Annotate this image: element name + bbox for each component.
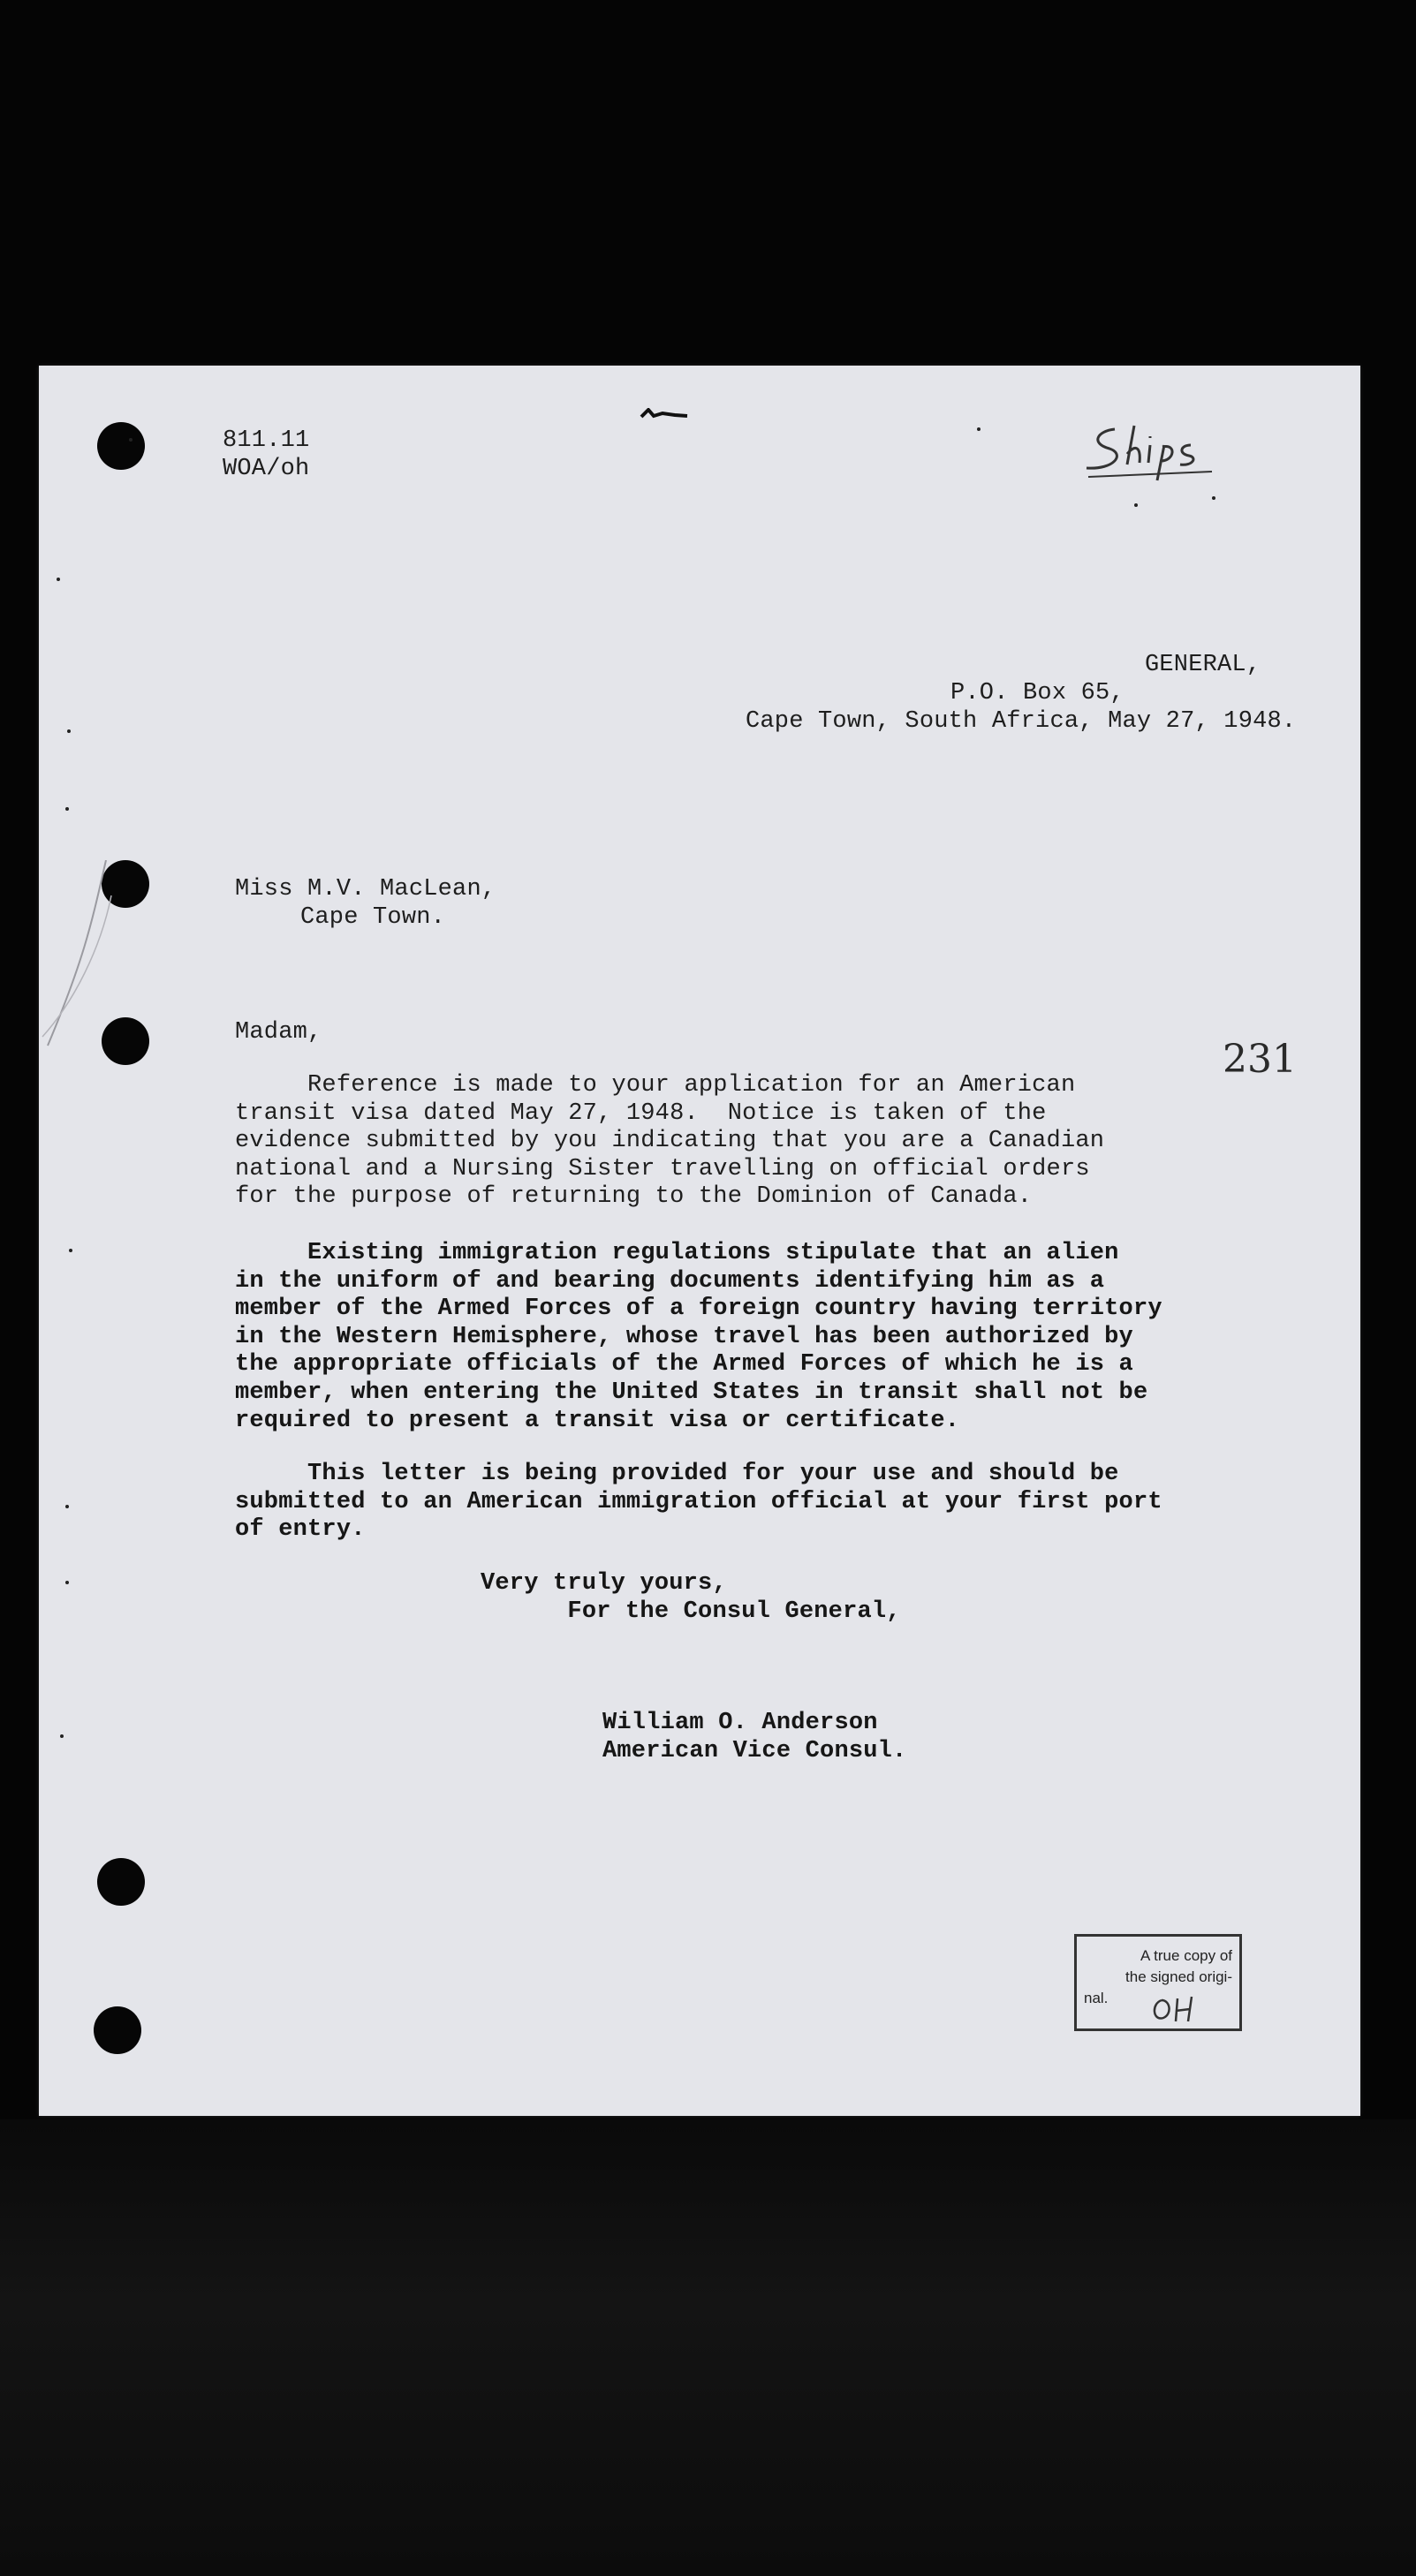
scan-speck [67, 729, 71, 733]
scan-speck [69, 1249, 72, 1252]
body-paragraph-3: This letter is being provided for your use and should be submitted to an American immigration official at your first port of entry. [235, 1461, 1162, 1544]
body-paragraph-1: Reference is made to your application for an American transit visa dated May 27, 1948. Notice is taken of the evidence submitted by you indicating that you are a Canadian national and a Nursing Sister travelling on official orders for the purpose of returning to the Dominion of Canada. [235, 1072, 1105, 1211]
file-reference [223, 427, 309, 483]
file-number: 811.11 [223, 427, 310, 454]
scan-speck [1212, 496, 1215, 500]
closing-block [481, 1570, 901, 1626]
scan-speck [977, 427, 981, 431]
page-number: 231 [1223, 1037, 1297, 1082]
handwritten-initials [1149, 1995, 1199, 2025]
sender-po-box: P.O. Box 65, [950, 680, 1124, 706]
addressee-name: Miss M.V. MacLean, [235, 876, 496, 903]
stamp-line: A true copy of [1140, 1947, 1232, 1964]
addressee-block [235, 876, 496, 932]
letter-date: Cape Town, South Africa, May 27, 1948. [746, 708, 1297, 735]
handwritten-ships-note [1079, 419, 1221, 489]
punch-hole [97, 422, 145, 470]
scan-speck [1134, 503, 1138, 507]
sender-office: GENERAL, [1145, 652, 1261, 678]
scan-speck [65, 1581, 69, 1584]
salutation: Madam, [235, 1019, 322, 1046]
scan-speck [65, 807, 69, 811]
scan-speck [57, 578, 60, 581]
scan-background [0, 2119, 1416, 2576]
scan-speck [60, 1734, 64, 1738]
stamp-line: the signed origi- [1125, 1968, 1232, 1985]
signer-name: William O. Anderson [602, 1710, 878, 1736]
paper-crease [39, 860, 118, 1054]
punch-hole [94, 2006, 141, 2054]
letter-page [39, 366, 1360, 2116]
signer-title: American Vice Consul. [602, 1737, 907, 1764]
punch-hole [97, 1858, 145, 1906]
stamp-line: nal. [1084, 1990, 1109, 2006]
scan-speck [129, 438, 133, 442]
typist-initials: WOA/oh [223, 455, 310, 482]
body-paragraph-2: Existing immigration regulations stipulate that an alien in the uniform of and bearing documents identifying him as a member of the Armed Forces of a foreign country having territory in the Western Hemisphere, whose travel has been authorized by the appropriate officials of the Armed Forces of which he is a member, when entering the United States in transit shall not be required to present a transit visa or certificate. [235, 1240, 1162, 1434]
true-copy-stamp [1074, 1934, 1242, 2031]
ink-blot [640, 408, 689, 420]
scan-speck [65, 1505, 69, 1508]
complimentary-close: Very truly yours, [481, 1570, 727, 1597]
closing-on-behalf: For the Consul General, [481, 1598, 901, 1625]
signature-block [602, 1710, 906, 1765]
addressee-city: Cape Town. [300, 903, 446, 931]
